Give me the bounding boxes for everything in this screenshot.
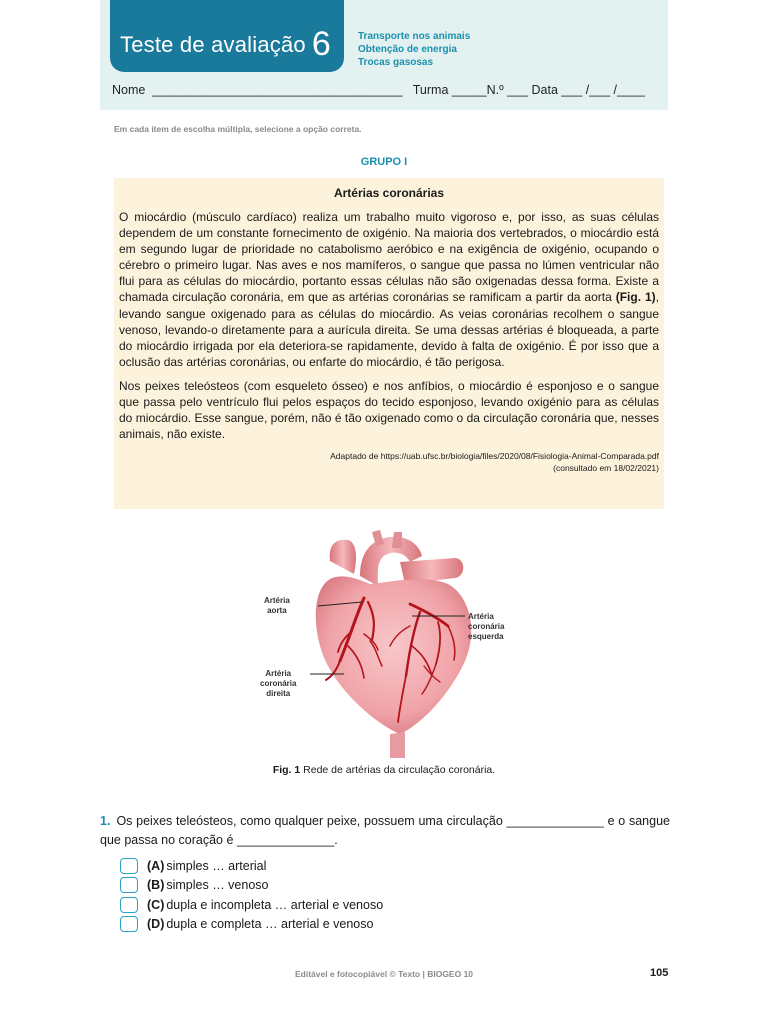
group-title: GRUPO I: [360, 156, 408, 168]
option-c-checkbox[interactable]: [120, 897, 138, 913]
source-citation: [119, 450, 659, 474]
figure-caption: [0, 764, 768, 776]
test-title: [120, 22, 331, 61]
option-letter: (C): [147, 897, 165, 912]
option-b-checkbox[interactable]: [120, 877, 138, 893]
question-number: 1.: [100, 814, 111, 828]
topic-item: Obtenção de energia: [358, 44, 457, 55]
paragraph-2: Nos peixes teleósteos (com esqueleto ósseo) e nos anfíbios, o miocárdio é esponjoso e o sangue que passa pelo ventrículo flui pelos espaços do tecido esponjoso, levando oxigénio para as células do miocárdio. Esse sangue, porém, não é tão oxigenado como o da circulação coronária que, nesses animais, não existe.: [119, 378, 659, 442]
aorta-branch-1: [392, 532, 402, 548]
option-letter: (B): [147, 878, 165, 893]
topic-item: Trocas gasosas: [358, 57, 434, 68]
source-line-2: (consultado em 18/02/2021): [553, 463, 659, 474]
paragraph-1-part-a: O miocárdio (músculo cardíaco) realiza um trabalho muito vigoroso e, por isso, as suas células dependem de um constante fornecimento de oxigénio. Na maioria dos vertebrados, o miocárdio está em segundo lugar de prioridade no catabolismo aeróbico e na exigência de oxigénio, ocupando o cérebro o primeiro lugar. Nas aves e nos mamíferos, o sangue que passa no lúmen ventricular não flui para as células do miocárdio, portanto essas células não são oxigenadas dessa forma. Existe a chamada circulação coronária, em que as artérias coronárias se ramificam a partir da aorta: [119, 210, 659, 305]
inferior-vessel: [390, 732, 405, 758]
instruction-text: Em cada item de escolha múltipla, selecione a opção correta.: [114, 124, 362, 134]
heart-body: [316, 576, 472, 734]
option-text: dupla e incompleta … arterial e venoso: [166, 897, 384, 912]
vena-cava-top: [330, 540, 356, 574]
heart-illustration: [260, 526, 520, 758]
question-1: [100, 812, 670, 850]
question-text: Os peixes teleósteos, como qualquer peixe, possuem uma circulação ______________ e o sangue que passa no coração é ______________.: [100, 814, 670, 847]
paragraph-1: [119, 209, 659, 370]
topic-item: Transporte nos animais: [358, 31, 471, 42]
student-id-line[interactable]: Nome ____________________________________ Turma _____N.º ___ Data ___ /___ /____: [112, 83, 645, 97]
label-left-coronary-artery: Artéria coronária esquerda: [468, 612, 505, 641]
page-number: 105: [650, 967, 669, 979]
option-a[interactable]: [120, 856, 383, 876]
test-title-text: Teste de avaliação: [120, 32, 306, 57]
option-c[interactable]: [120, 895, 383, 915]
option-text: simples … venoso: [166, 878, 269, 893]
figure-caption-label: Fig. 1: [272, 764, 301, 776]
topics-list: [358, 30, 470, 69]
footer-text: Editável e fotocopiável © Texto | BIOGEO 10: [294, 969, 474, 979]
paragraph-1-part-b: , levando sangue oxigenado para as células do miocárdio. As veias coronárias recolhem o sangue venoso, levando-o diretamente para a aurícula direita. Se uma dessas artérias é bloqueada, a parte do miocárdio irrigada por ela deteriora-se rapidamente, devido à falta de oxigénio. É por isso que a oclusão das artérias coronárias, ou enfarte do miocárdio, é tão perigosa.: [119, 290, 659, 369]
option-d[interactable]: [120, 915, 383, 935]
reading-title: Artérias coronárias: [333, 186, 445, 200]
label-aortic-artery: Artéria aorta: [264, 596, 290, 615]
heart-figure: [260, 526, 520, 758]
figure-reference: (Fig. 1): [615, 290, 656, 305]
reading-text-box: [114, 178, 664, 509]
option-a-checkbox[interactable]: [120, 858, 138, 874]
option-d-checkbox[interactable]: [120, 916, 138, 932]
option-letter: (D): [147, 917, 165, 932]
option-text: dupla e completa … arterial e venoso: [166, 917, 374, 932]
label-right-coronary-artery: Artéria coronária direita: [260, 669, 297, 698]
figure-caption-text: Rede de artérias da circulação coronária.: [300, 764, 496, 776]
source-line-1: Adaptado de https://uab.ufsc.br/biologia/files/2020/08/Fisiologia-Animal-Comparada.pdf: [330, 451, 659, 462]
option-b[interactable]: [120, 876, 383, 896]
option-letter: (A): [147, 858, 165, 873]
answer-options: [120, 856, 383, 934]
option-text: simples … arterial: [166, 858, 267, 873]
test-number: 6: [311, 25, 331, 63]
